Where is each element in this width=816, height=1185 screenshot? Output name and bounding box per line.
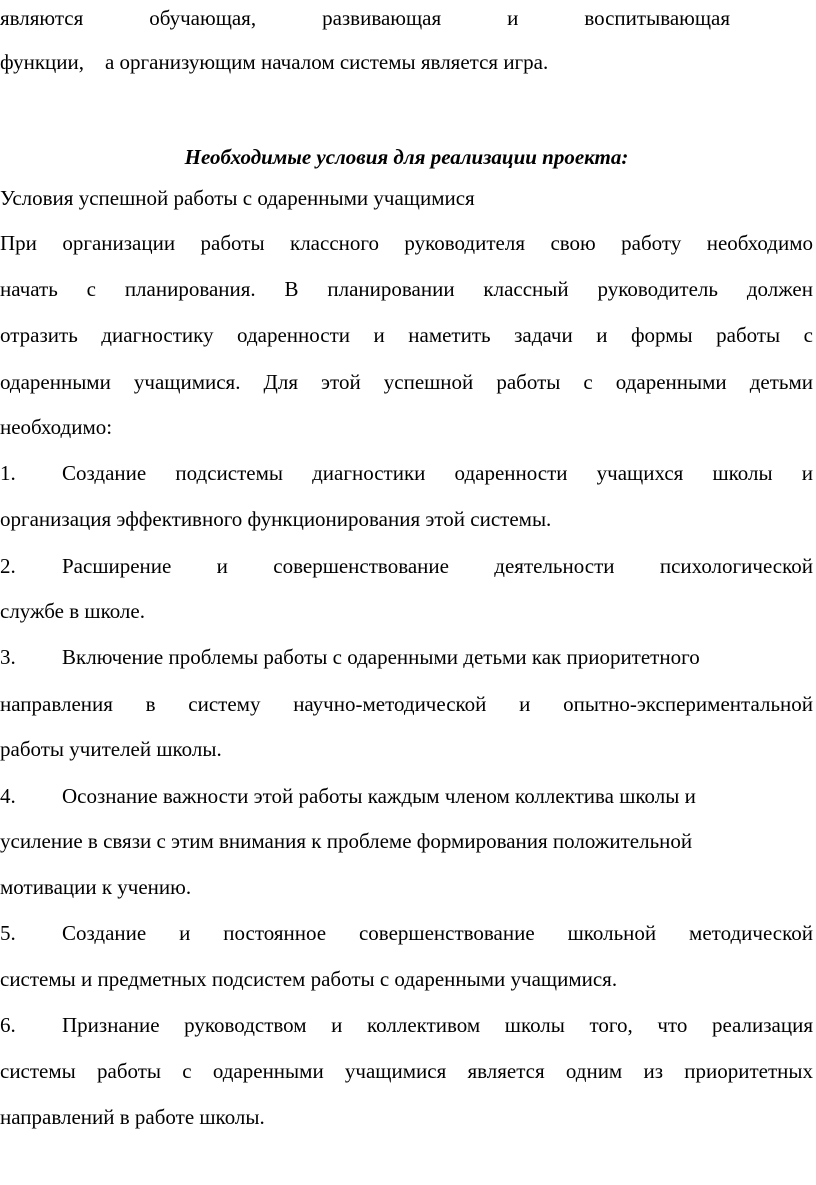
list-item-line: службе в школе. — [0, 599, 145, 623]
intro-line-2: функции, а организующим началом системы является игра. — [0, 50, 549, 74]
list-item-number: 5. — [0, 921, 16, 945]
list-item-line: усиление в связи с этим внимания к проблеме формирования положительной — [0, 829, 693, 853]
list-item-number: 3. — [0, 645, 16, 669]
list-item-line: системы и предметных подсистем работы с одаренными учащимися. — [0, 967, 618, 991]
list-item-line: мотивации к учению. — [0, 875, 192, 899]
list-item-line: Расширение и совершенствование деятельности психологической — [62, 554, 813, 578]
list-item-number: 4. — [0, 784, 16, 808]
intro-line-1: являются обучающая, развивающая и воспитывающая — [0, 6, 730, 30]
paragraph-line-4: одаренными учащимися. Для этой успешной работы с одаренными детьми — [0, 370, 813, 394]
section-heading: Необходимые условия для реализации проекта: — [184, 145, 629, 169]
list-item-line: организация эффективного функционирования этой системы. — [0, 507, 552, 531]
list-item-line: Создание подсистемы диагностики одаренности учащихся школы и — [62, 461, 813, 485]
list-item-line: Признание руководством и коллективом школы того, что реализация — [62, 1013, 813, 1037]
paragraph-line-3: отразить диагностику одаренности и наметить задачи и формы работы с — [0, 323, 813, 347]
list-item-line: Включение проблемы работы с одаренными детьми как приоритетного — [62, 645, 700, 669]
list-item-line: системы работы с одаренными учащимися является одним из приоритетных — [0, 1059, 813, 1083]
list-item-line: Осознание важности этой работы каждым членом коллектива школы и — [62, 784, 696, 808]
paragraph-line-2: начать с планирования. В планировании классный руководитель должен — [0, 277, 813, 301]
paragraph-line-5: необходимо: — [0, 415, 113, 439]
list-item-line: Создание и постоянное совершенствование школьной методической — [62, 921, 813, 945]
list-item-line: направлений в работе школы. — [0, 1105, 265, 1129]
paragraph-line-1: При организации работы классного руководителя свою работу необходимо — [0, 231, 813, 255]
list-item-line: направления в систему научно-методической и опытно-экспериментальной — [0, 692, 813, 716]
list-item-number: 2. — [0, 554, 16, 578]
list-item-number: 6. — [0, 1013, 16, 1037]
list-item-line: работы учителей школы. — [0, 737, 222, 761]
section-subtitle: Условия успешной работы с одаренными учащимися — [0, 186, 475, 210]
list-item-number: 1. — [0, 461, 16, 485]
